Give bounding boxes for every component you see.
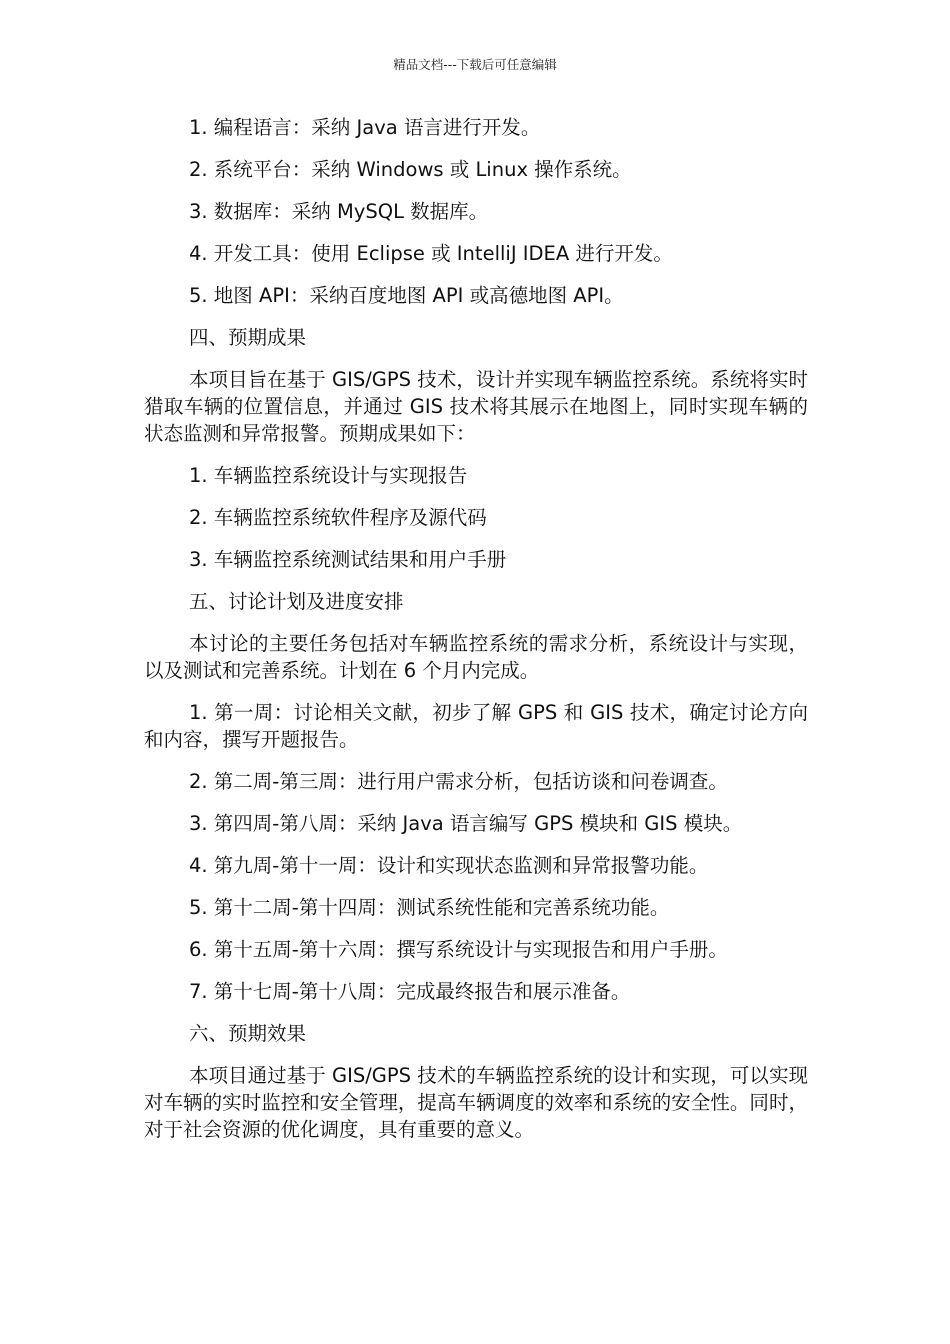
expected-result-item: 2. 车辆监控系统软件程序及源代码 — [189, 506, 487, 529]
section-heading-expected-results: 四、预期成果 — [189, 326, 307, 349]
schedule-item: 2. 第二周-第三周：进行用户需求分析，包括访谈和问卷调查。 — [189, 770, 728, 793]
section-heading-expected-effect: 六、预期效果 — [189, 1022, 307, 1045]
tech-list-item-language: 1. 编程语言：采纳 Java 语言进行开发。 — [189, 116, 541, 139]
schedule-item: 3. 第四周-第八周：采纳 Java 语言编写 GPS 模块和 GIS 模块。 — [189, 812, 743, 835]
schedule-item: 6. 第十五周-第十六周：撰写系统设计与实现报告和用户手册。 — [189, 938, 728, 961]
tech-list-item-database: 3. 数据库：采纳 MySQL 数据库。 — [189, 200, 489, 223]
document-body — [144, 114, 808, 1158]
page-header: 精品文档---下载后可任意编辑 — [393, 57, 557, 72]
expected-effect-body: 本项目通过基于 GIS/GPS 技术的车辆监控系统的设计和实现，可以实现对车辆的实时监控和安全管理，提高车辆调度的效率和系统的安全性。同时，对于社会资源的优化调度，具有重要的意义。 — [144, 1064, 808, 1141]
schedule-item: 7. 第十七周-第十八周：完成最终报告和展示准备。 — [189, 980, 631, 1003]
schedule-intro: 本讨论的主要任务包括对车辆监控系统的需求分析，系统设计与实现，以及测试和完善系统。计划在 6 个月内完成。 — [144, 632, 808, 682]
tech-list-item-tools: 4. 开发工具：使用 Eclipse 或 IntelliJ IDEA 进行开发。 — [189, 242, 673, 265]
expected-results-intro: 本项目旨在基于 GIS/GPS 技术，设计并实现车辆监控系统。系统将实时猎取车辆的位置信息，并通过 GIS 技术将其展示在地图上，同时实现车辆的状态监测和异常报警。预期成果如下： — [144, 368, 808, 445]
schedule-item: 4. 第九周-第十一周：设计和实现状态监测和异常报警功能。 — [189, 854, 709, 877]
tech-list-item-platform: 2. 系统平台：采纳 Windows 或 Linux 操作系统。 — [189, 158, 632, 181]
section-heading-schedule: 五、讨论计划及进度安排 — [189, 590, 404, 613]
schedule-item: 5. 第十二周-第十四周：测试系统性能和完善系统功能。 — [189, 896, 670, 919]
schedule-item: 1. 第一周：讨论相关文献，初步了解 GPS 和 GIS 技术，确定讨论方向和内容，撰写开题报告。 — [144, 701, 808, 751]
tech-list-item-map-api: 5. 地图 API：采纳百度地图 API 或高德地图 API。 — [189, 284, 624, 307]
expected-result-item: 1. 车辆监控系统设计与实现报告 — [189, 464, 468, 487]
expected-result-item: 3. 车辆监控系统测试结果和用户手册 — [189, 548, 507, 571]
